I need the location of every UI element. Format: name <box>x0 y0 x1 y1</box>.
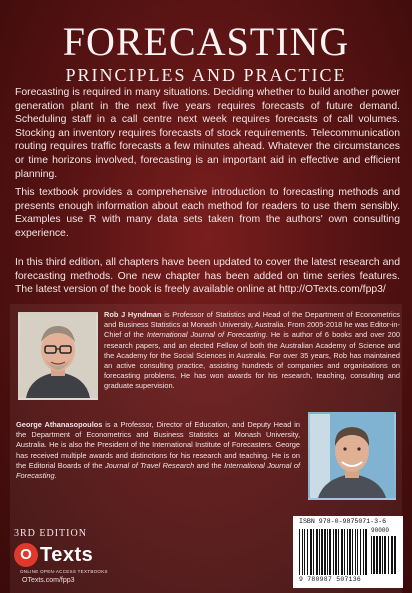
barcode-bars <box>299 529 369 575</box>
author-name-athanasopoulos: George Athanasopoulos <box>16 420 103 429</box>
journal-title: Journal of Travel Research <box>104 460 195 470</box>
description-paragraph: This textbook provides a comprehensive introduction to forecasting methods and presents enough information about each method for readers to use them sensibly. Examples use R with many data sets taken from the authors' own consulting experience. <box>15 187 400 239</box>
author-photo-athanasopoulos <box>308 412 396 500</box>
barcode-digits: 9 780987 507136 <box>299 576 362 583</box>
edition-label: 3RD EDITION <box>14 528 87 539</box>
cover-subtitle: PRINCIPLES AND PRACTICE <box>65 65 347 85</box>
journal-title: International Journal of Forecasting <box>16 460 301 481</box>
cover-title: FORECASTING <box>62 19 350 64</box>
author-name-hyndman: Rob J Hyndman <box>104 310 162 319</box>
otexts-logo-mark: O <box>14 543 38 567</box>
otexts-tagline: ONLINE OPEN-ACCESS TEXTBOOKS <box>20 569 108 574</box>
price-barcode-bars <box>371 536 397 574</box>
isbn-number: ISBN 978-0-9875071-3-6 <box>299 518 387 525</box>
otexts-url: OTexts.com/fpp3 <box>22 577 75 584</box>
journal-title: International Journal of Forecasting <box>146 330 266 340</box>
otexts-logo-name: Texts <box>40 544 94 566</box>
author-bio-hyndman: Rob J Hyndman is Professor of Statistics and Head of the Department of Econometrics and Business Statistics at Monash University, Australia. From 2005-2018 he was Editor-in-Chief of the International Journal of Forecasting. He is author of 6 books and over 200 research papers, and an elected Fellow of both the Australian Academy of Science and the Academy for the Social Sciences in Australia. For over 35 years, Rob has maintained an active consulting practice, assisting hundreds of companies and organisations on forecasting problems. He has won awards for his research, teaching, consulting and graduate supervision. <box>104 310 401 391</box>
barcode-price-code: 90000 <box>371 527 390 534</box>
cover-title-block <box>0 19 412 86</box>
otexts-logo <box>12 541 122 591</box>
isbn-barcode <box>293 516 403 588</box>
edition-paragraph: In this third edition, all chapters have been updated to cover the latest research and forecasting methods. One new chapter has been added on time series features. The latest version of the book is freely available online at http://OTexts.com/fpp3/ <box>15 257 400 296</box>
author-photo-hyndman <box>18 312 98 400</box>
author-bio-athanasopoulos: George Athanasopoulos is a Professor, Director of Education, and Deputy Head in the Department of Econometrics and Business Statistics at Monash University, Australia. He is also the President of the International Institute of Forecasters. George has received multiple awards and distinctions for his research and teaching. He is on the Editorial Boards of the Journal of Travel Research and the International Journal of Forecasting. <box>16 420 301 481</box>
intro-paragraph: Forecasting is required in many situations. Deciding whether to build another power generation plant in the next five years requires forecasts of future demand. Scheduling staff in a call centre next week requires forecasts of call volumes. Stocking an inventory requires forecasts of stock requirements. Telecommunication routing requires traffic forecasts a few minutes ahead. Whatever the circumstances or time horizons involved, forecasting is an important aid in effective and efficient planning. <box>15 87 400 180</box>
